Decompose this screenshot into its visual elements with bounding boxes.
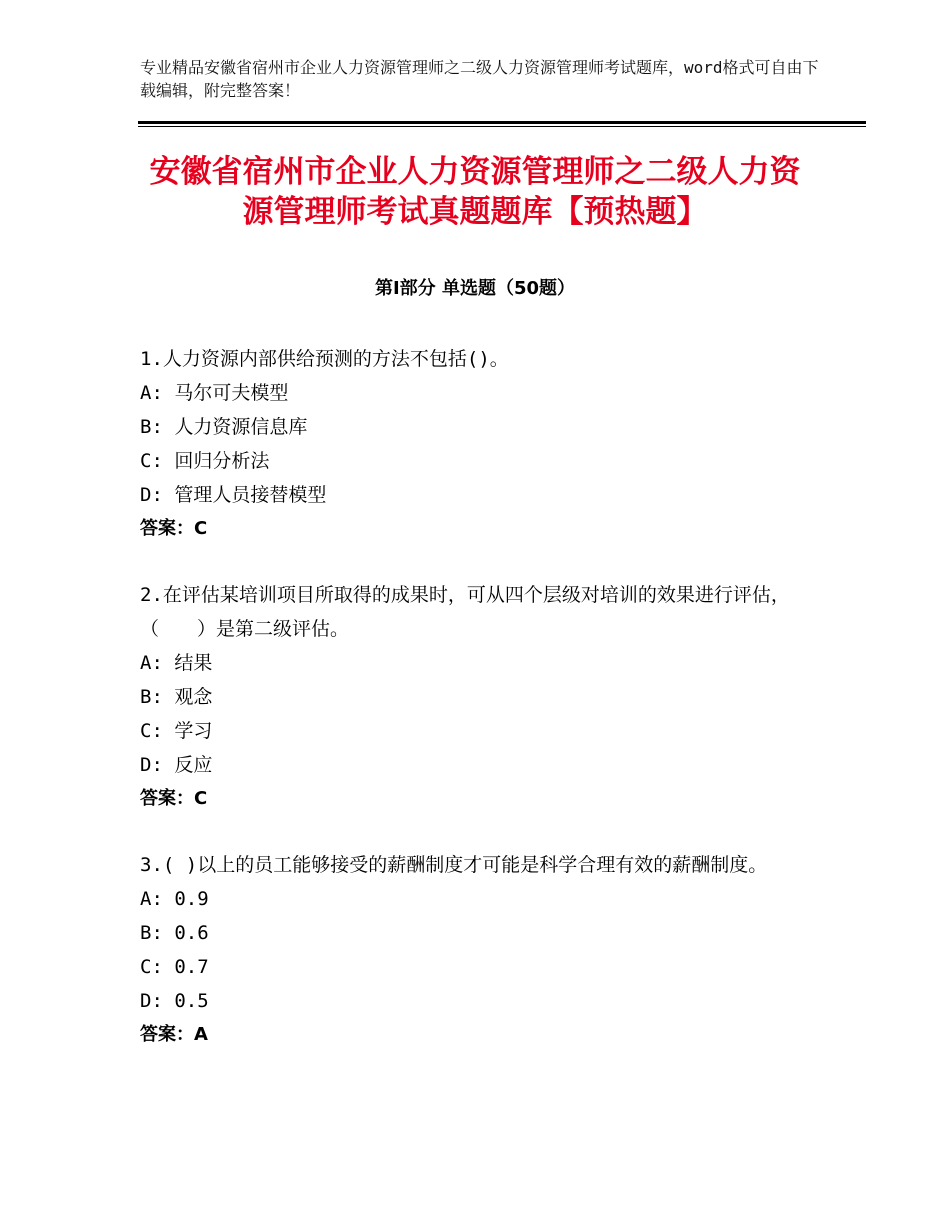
question-list bbox=[140, 342, 810, 1084]
question-stem: 1.人力资源内部供给预测的方法不包括()。 bbox=[140, 348, 509, 370]
answer: 答案：C bbox=[140, 788, 208, 809]
question-stem: 3.( )以上的员工能够接受的薪酬制度才可能是科学合理有效的薪酬制度。 bbox=[140, 854, 768, 876]
option-d: D: 反应 bbox=[140, 754, 213, 776]
question-1 bbox=[140, 342, 810, 546]
option-a: A: 马尔可夫模型 bbox=[140, 382, 289, 404]
header-rule-thick bbox=[138, 121, 866, 124]
option-d: D: 管理人员接替模型 bbox=[140, 484, 327, 506]
option-a: A: 结果 bbox=[140, 652, 213, 674]
question-2 bbox=[140, 578, 810, 816]
option-b: B: 观念 bbox=[140, 686, 213, 708]
option-a: A: 0.9 bbox=[140, 888, 209, 910]
header-rule-thin bbox=[138, 126, 866, 127]
option-b: B: 人力资源信息库 bbox=[140, 416, 308, 438]
option-c: C: 0.7 bbox=[140, 956, 209, 978]
option-b: B: 0.6 bbox=[140, 922, 209, 944]
answer: 答案：C bbox=[140, 518, 208, 539]
answer: 答案：A bbox=[140, 1024, 208, 1045]
question-3 bbox=[140, 848, 810, 1052]
option-d: D: 0.5 bbox=[140, 990, 209, 1012]
header-note: 专业精品安徽省宿州市企业人力资源管理师之二级人力资源管理师考试题库，word格式可自由下载编辑，附完整答案！ bbox=[140, 58, 819, 100]
question-stem: 2.在评估某培训项目所取得的成果时，可从四个层级对培训的效果进行评估，（ ）是第二级评估。 bbox=[140, 584, 790, 640]
document-title: 安徽省宿州市企业人力资源管理师之二级人力资源管理师考试真题题库【预热题】 bbox=[149, 154, 801, 230]
option-c: C: 回归分析法 bbox=[140, 450, 270, 472]
section-heading: 第Ⅰ部分 单选题（50题） bbox=[374, 278, 575, 299]
option-c: C: 学习 bbox=[140, 720, 213, 742]
